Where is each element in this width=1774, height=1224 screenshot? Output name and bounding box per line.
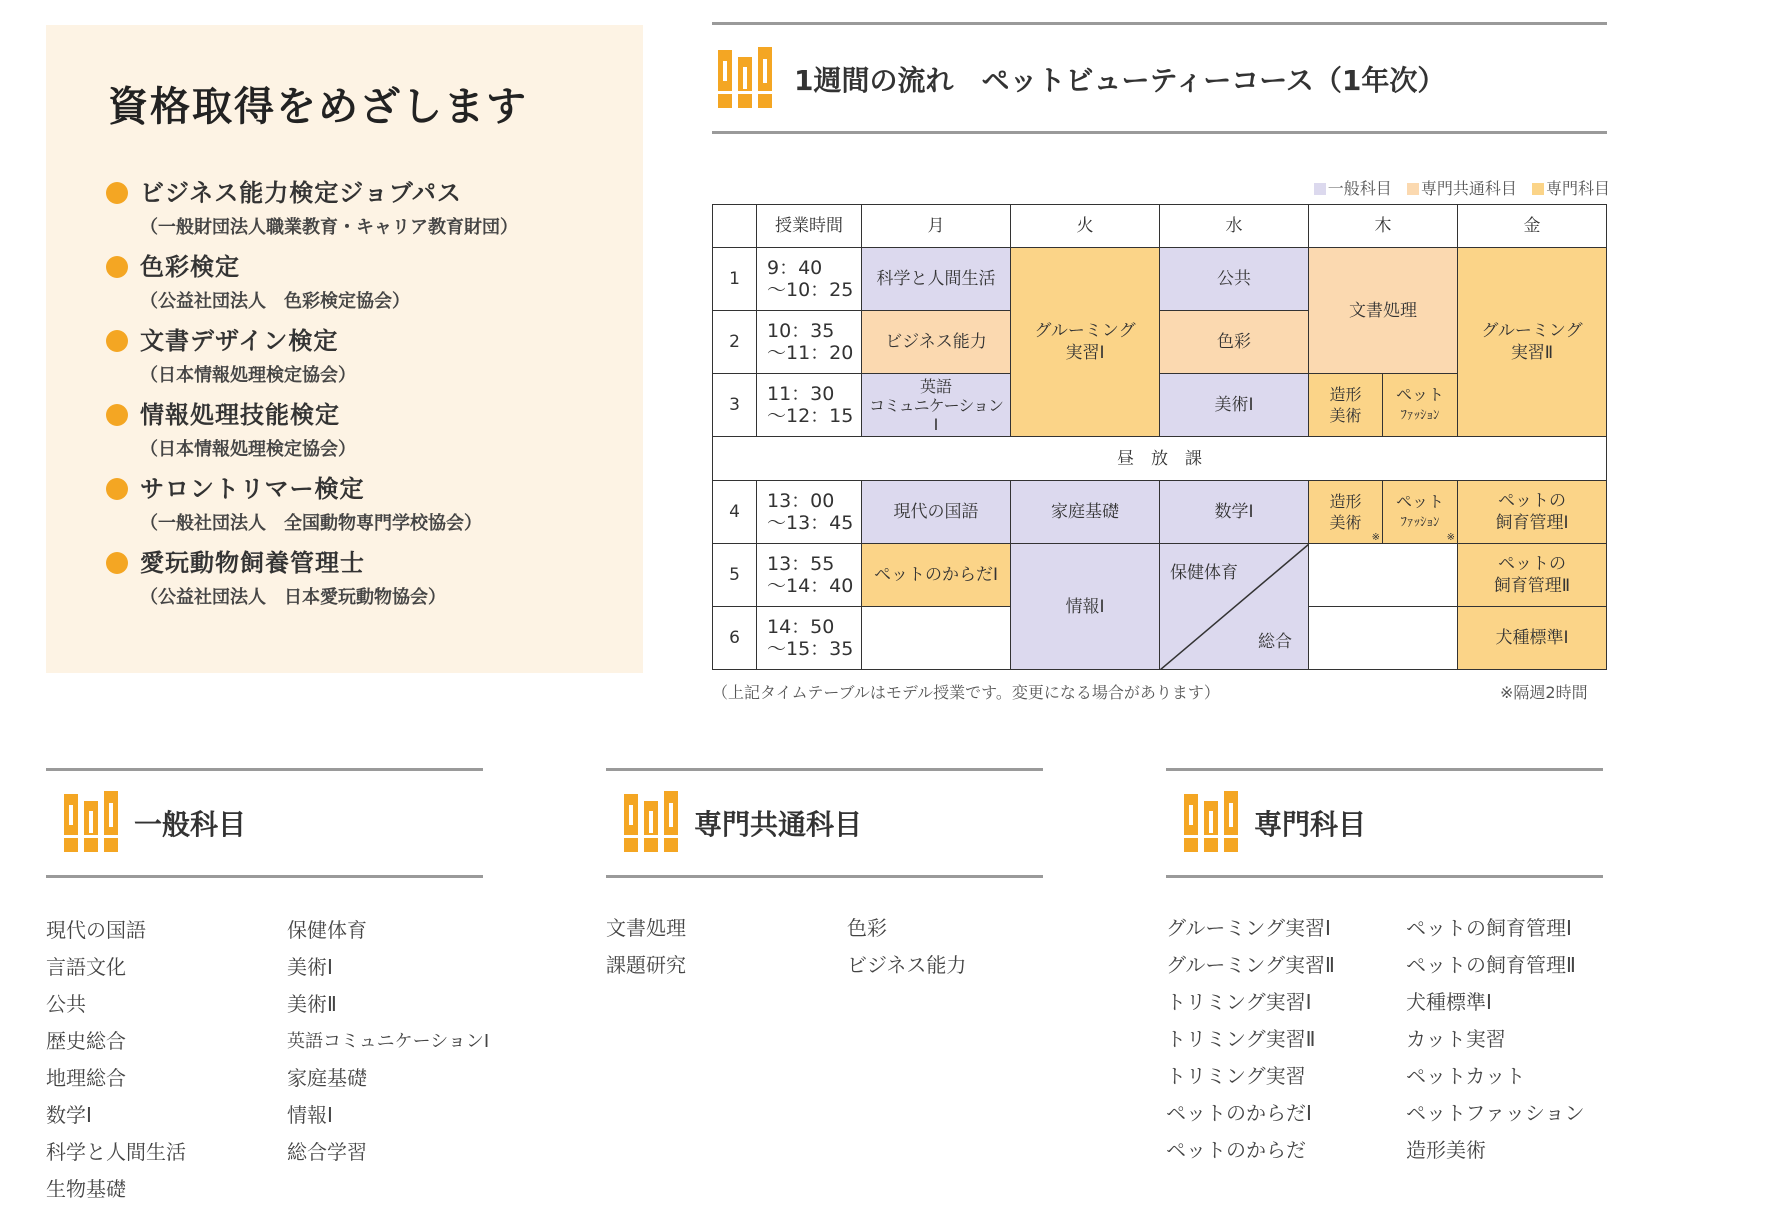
class-line: 飼育管理Ⅱ bbox=[1493, 576, 1571, 596]
class-line: ペット bbox=[1395, 385, 1444, 404]
subject-item: ペットファッション bbox=[1406, 1101, 1585, 1125]
subject-item: ペットカット bbox=[1406, 1064, 1526, 1088]
certification-org: （日本情報処理検定協会） bbox=[140, 365, 356, 386]
general-subjects-title: 一般科目 bbox=[134, 808, 247, 841]
subject-item: カット実習 bbox=[1406, 1027, 1506, 1051]
certification-name: サロントリマー検定 bbox=[140, 475, 365, 503]
header-mon: 月 bbox=[862, 205, 1011, 248]
subject-item: 保健体育 bbox=[287, 918, 367, 942]
time-start: 10：35 bbox=[767, 320, 835, 342]
period-number: 2 bbox=[713, 311, 757, 374]
certification-name: 文書デザイン検定 bbox=[140, 327, 339, 355]
certification-name: 愛玩動物飼養管理士 bbox=[140, 549, 365, 577]
header-wed: 水 bbox=[1160, 205, 1309, 248]
certification-org: （公益社団法人 色彩検定協会） bbox=[140, 291, 410, 312]
class-line: ペットの bbox=[1498, 491, 1566, 511]
class-cell-split bbox=[1160, 544, 1309, 670]
subject-item: 家庭基礎 bbox=[287, 1066, 367, 1090]
time-start: 13：00 bbox=[767, 490, 835, 512]
weekly-timetable bbox=[712, 204, 1607, 670]
lunch-row bbox=[713, 437, 1607, 481]
period-number: 6 bbox=[713, 607, 757, 670]
certification-org: （一般社団法人 全国動物専門学校協会） bbox=[140, 513, 482, 534]
empty-cell bbox=[862, 607, 1011, 670]
time-end: ～15：35 bbox=[767, 638, 854, 660]
period-time bbox=[757, 248, 862, 311]
class-cell bbox=[1458, 544, 1607, 607]
subject-item: 公共 bbox=[46, 992, 86, 1016]
subject-item: 歴史総合 bbox=[46, 1029, 126, 1053]
common-subjects-title: 専門共通科目 bbox=[694, 808, 863, 841]
class-cell: 公共 bbox=[1160, 248, 1309, 311]
subject-item: トリミング実習Ⅱ bbox=[1166, 1027, 1316, 1051]
subject-item: 美術Ⅰ bbox=[287, 955, 333, 979]
subject-item: 英語コミュニケーションⅠ bbox=[287, 1031, 490, 1052]
class-split-bottom: 総合 bbox=[1258, 632, 1292, 652]
subject-item: ペットのからだⅠ bbox=[1166, 1101, 1312, 1125]
subject-item: 課題研究 bbox=[606, 953, 686, 977]
orange-dot-icon bbox=[106, 256, 128, 278]
class-cell: ペットのからだⅠ bbox=[862, 544, 1011, 607]
common-subjects-col2 bbox=[847, 910, 966, 984]
timetable-legend bbox=[1250, 176, 1610, 198]
specialized-subjects-col1 bbox=[1166, 910, 1335, 1169]
footnote-mark: ※ bbox=[1371, 532, 1380, 543]
class-cell: 数学Ⅰ bbox=[1160, 481, 1309, 544]
general-subjects-col2 bbox=[287, 912, 489, 1171]
timetable-header-row bbox=[713, 205, 1607, 248]
legend-swatch bbox=[1314, 183, 1326, 195]
legend-label: 一般科目 bbox=[1327, 179, 1392, 198]
subject-item: 文書処理 bbox=[606, 916, 686, 940]
class-cell bbox=[862, 374, 1011, 437]
timetable-row bbox=[713, 544, 1607, 607]
class-line: 飼育管理Ⅰ bbox=[1495, 513, 1569, 533]
subject-item: 生物基礎 bbox=[46, 1177, 126, 1201]
certification-org: （一般財団法人職業教育・キャリア教育財団） bbox=[140, 217, 518, 238]
subject-item: 色彩 bbox=[847, 916, 887, 940]
header-fri: 金 bbox=[1458, 205, 1607, 248]
legend-item-special bbox=[1532, 179, 1610, 198]
period-number: 3 bbox=[713, 374, 757, 437]
certification-title: 資格取得をめざします bbox=[108, 84, 528, 130]
legend-item-common bbox=[1407, 179, 1517, 198]
timetable-row bbox=[713, 481, 1607, 544]
orange-dot-icon bbox=[106, 478, 128, 500]
period-time bbox=[757, 374, 862, 437]
class-line: コミュニケーション bbox=[868, 395, 1004, 415]
class-cell: 情報Ⅰ bbox=[1011, 544, 1160, 670]
class-line: 美術 bbox=[1329, 406, 1362, 425]
books-icon bbox=[1184, 791, 1240, 851]
specialized-subjects-title: 専門科目 bbox=[1254, 808, 1367, 841]
legend-label: 専門共通科目 bbox=[1420, 179, 1517, 198]
specialized-subjects-col2 bbox=[1406, 910, 1585, 1169]
subject-item: トリミング実習 bbox=[1166, 1064, 1306, 1088]
period-time bbox=[757, 607, 862, 670]
subject-item: 言語文化 bbox=[46, 955, 126, 979]
class-cell bbox=[1309, 481, 1383, 544]
subject-item: グルーミング実習Ⅱ bbox=[1166, 953, 1335, 977]
subject-item: ペットの飼育管理Ⅰ bbox=[1406, 916, 1572, 940]
time-end: ～11：20 bbox=[767, 342, 854, 364]
subject-item: 数学Ⅰ bbox=[46, 1103, 92, 1127]
books-icon bbox=[718, 47, 774, 107]
subject-item: グルーミング実習Ⅰ bbox=[1166, 916, 1331, 940]
subject-item: 地理総合 bbox=[46, 1066, 126, 1090]
certification-org: （公益社団法人 日本愛玩動物協会） bbox=[140, 587, 446, 608]
class-cell bbox=[1383, 481, 1458, 544]
general-subjects-header bbox=[46, 768, 483, 878]
class-cell: 美術Ⅰ bbox=[1160, 374, 1309, 437]
lunch-cell: 昼 放 課 bbox=[713, 437, 1607, 481]
legend-label: 専門科目 bbox=[1545, 179, 1610, 198]
class-split-top: 保健体育 bbox=[1170, 563, 1238, 583]
time-end: ～14：40 bbox=[767, 575, 854, 597]
class-cell: 科学と人間生活 bbox=[862, 248, 1011, 311]
orange-dot-icon bbox=[106, 182, 128, 204]
class-line: グルーミング bbox=[1034, 321, 1136, 341]
class-cell: 色彩 bbox=[1160, 311, 1309, 374]
class-line: 実習Ⅰ bbox=[1065, 343, 1105, 363]
empty-cell bbox=[1309, 544, 1458, 607]
class-line: グルーミング bbox=[1481, 321, 1583, 341]
header-time: 授業時間 bbox=[757, 205, 862, 248]
class-line: Ⅰ bbox=[933, 414, 939, 434]
common-subjects-header bbox=[606, 768, 1043, 878]
class-line: 実習Ⅱ bbox=[1510, 343, 1554, 363]
period-time bbox=[757, 481, 862, 544]
class-line: 造形 bbox=[1329, 385, 1362, 404]
timetable-note: （上記タイムテーブルはモデル授業です。変更になる場合があります） bbox=[712, 683, 1220, 702]
orange-dot-icon bbox=[106, 330, 128, 352]
time-start: 11：30 bbox=[767, 383, 835, 405]
legend-item-general bbox=[1314, 179, 1392, 198]
certification-org: （日本情報処理検定協会） bbox=[140, 439, 356, 460]
time-end: ～13：45 bbox=[767, 512, 854, 534]
time-end: ～12：15 bbox=[767, 405, 854, 427]
class-cell bbox=[1011, 248, 1160, 437]
class-line: ペットの bbox=[1498, 554, 1566, 574]
timetable-header bbox=[712, 22, 1607, 134]
time-end: ～10：25 bbox=[767, 279, 854, 301]
corner-cell bbox=[713, 205, 757, 248]
subject-item: 造形美術 bbox=[1406, 1138, 1486, 1162]
class-cell bbox=[1309, 374, 1383, 437]
subject-item: ビジネス能力 bbox=[847, 953, 967, 977]
class-cell: 犬種標準Ⅰ bbox=[1458, 607, 1607, 670]
period-number: 5 bbox=[713, 544, 757, 607]
subject-item: 現代の国語 bbox=[46, 918, 146, 942]
general-subjects-col1 bbox=[46, 912, 186, 1208]
class-cell bbox=[1458, 481, 1607, 544]
period-number: 1 bbox=[713, 248, 757, 311]
timetable-row bbox=[713, 248, 1607, 311]
timetable-footnote: ※隔週2時間 bbox=[1500, 683, 1588, 702]
class-cell: 現代の国語 bbox=[862, 481, 1011, 544]
subject-item: 総合学習 bbox=[287, 1140, 367, 1164]
subject-item: 美術Ⅱ bbox=[287, 992, 337, 1016]
time-start: 9：40 bbox=[767, 257, 823, 279]
subject-item: ペットの飼育管理Ⅱ bbox=[1406, 953, 1576, 977]
orange-dot-icon bbox=[106, 404, 128, 426]
class-cell bbox=[1383, 374, 1458, 437]
header-thu: 木 bbox=[1309, 205, 1458, 248]
subject-item: 犬種標準Ⅰ bbox=[1406, 990, 1492, 1014]
legend-swatch bbox=[1532, 183, 1544, 195]
class-line: 美術 bbox=[1329, 513, 1362, 532]
subject-item: 情報Ⅰ bbox=[287, 1103, 333, 1127]
class-line: ペット bbox=[1395, 492, 1444, 511]
books-icon bbox=[64, 791, 120, 851]
class-line: 英語 bbox=[919, 376, 952, 396]
class-cell bbox=[1458, 248, 1607, 437]
subject-item: トリミング実習Ⅰ bbox=[1166, 990, 1312, 1014]
specialized-subjects-header bbox=[1166, 768, 1603, 878]
footnote-mark: ※ bbox=[1446, 532, 1455, 543]
certification-panel bbox=[46, 25, 643, 673]
orange-dot-icon bbox=[106, 552, 128, 574]
class-line: 造形 bbox=[1329, 492, 1362, 511]
certification-name: ビジネス能力検定ジョブパス bbox=[140, 179, 462, 207]
empty-cell bbox=[1309, 607, 1458, 670]
common-subjects-col1 bbox=[606, 910, 686, 984]
period-time bbox=[757, 311, 862, 374]
class-cell: 家庭基礎 bbox=[1011, 481, 1160, 544]
class-line: ﾌｧｯｼｮﾝ bbox=[1400, 408, 1440, 423]
class-cell: 文書処理 bbox=[1309, 248, 1458, 374]
period-number: 4 bbox=[713, 481, 757, 544]
timetable-title: 1週間の流れ ペットビューティーコース（1年次） bbox=[794, 64, 1446, 97]
books-icon bbox=[624, 791, 680, 851]
time-start: 13：55 bbox=[767, 553, 835, 575]
certification-name: 色彩検定 bbox=[140, 253, 240, 281]
certification-name: 情報処理技能検定 bbox=[140, 401, 340, 429]
subject-item: 科学と人間生活 bbox=[46, 1140, 186, 1164]
subject-item: ペットのからだ bbox=[1166, 1138, 1306, 1162]
time-start: 14：50 bbox=[767, 616, 835, 638]
legend-swatch bbox=[1407, 183, 1419, 195]
class-cell: ビジネス能力 bbox=[862, 311, 1011, 374]
class-line: ﾌｧｯｼｮﾝ bbox=[1400, 515, 1440, 530]
period-time bbox=[757, 544, 862, 607]
header-tue: 火 bbox=[1011, 205, 1160, 248]
